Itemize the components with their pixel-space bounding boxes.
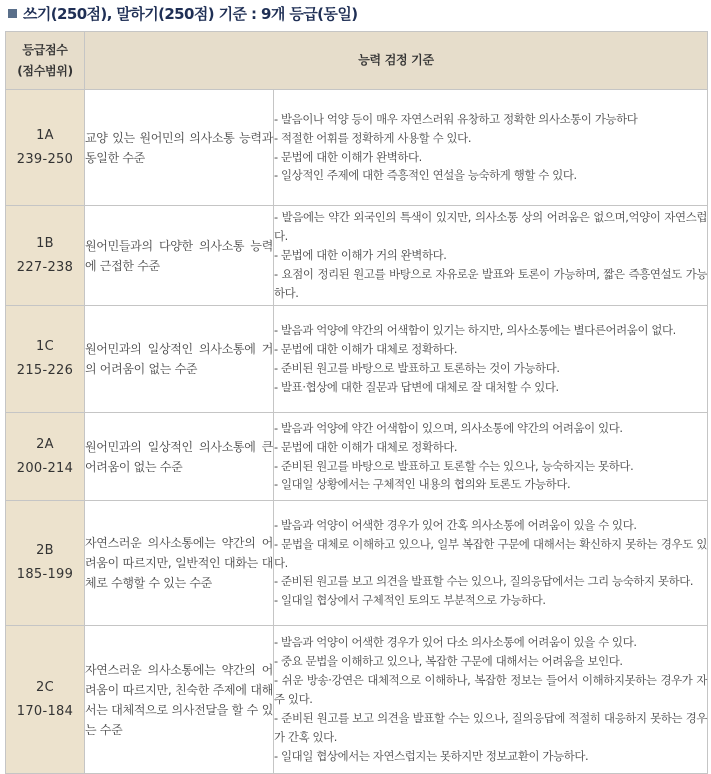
- criteria-item: - 발음과 억양이 어색한 경우가 있어 다소 의사소통에 어려움이 있을 수 있다.: [274, 635, 637, 650]
- range-header-label: (점수범위): [17, 63, 73, 78]
- grade-cell: [6, 501, 85, 626]
- criteria-item: - 발음이나 억양 등이 매우 자연스러워 유창하고 정확한 의사소통이 가능하다: [274, 111, 638, 126]
- criteria-item: - 일대일 협상에서 구체적인 토의도 부분적으로 가능하다.: [274, 593, 546, 608]
- level-summary: 자연스러운 의사소통에는 약간의 어려움이 따르지만, 친숙한 주제에 대해서는 대체적으로 의사전달을 할 수 있는 수준: [85, 626, 274, 774]
- grade-cell: [6, 413, 85, 501]
- criteria-list: [274, 413, 708, 501]
- criteria-item: - 발음과 억양에 약간 어색함이 있으며, 의사소통에 약간의 어려움이 있다.: [274, 420, 623, 435]
- level-summary: 원어민들과의 다양한 의사소통 능력에 근접한 수준: [85, 206, 274, 306]
- grade-cell: [6, 90, 85, 206]
- section-title: [4, 2, 357, 24]
- criteria-item: - 준비된 원고를 보고 의견을 발표할 수는 있으나, 질의응답에 적절히 대응하지 못하는 경우가 간혹 있다.: [274, 710, 708, 744]
- criteria-item: - 문법을 대체로 이해하고 있으나, 일부 복잡한 구문에 대해서는 확신하지 못하는 경우도 있다.: [274, 536, 708, 570]
- level-summary: 자연스러운 의사소통에는 약간의 어려움이 따르지만, 일반적인 대화는 대체로 수행할 수 있는 수준: [85, 501, 274, 626]
- table-body: [6, 90, 708, 774]
- criteria-item: - 일대일 상황에서는 구체적인 내용의 협의와 토론도 가능하다.: [274, 477, 571, 492]
- criteria-item: - 준비된 원고를 보고 의견을 발표할 수는 있으나, 질의응답에서는 그리 능숙하지 못하다.: [274, 574, 694, 589]
- table-header-row: [6, 32, 708, 90]
- criteria-item: - 발음과 억양이 어색한 경우가 있어 간혹 의사소통에 어려움이 있을 수 있다.: [274, 517, 637, 532]
- table-row: [6, 413, 708, 501]
- grade-label: 1C: [36, 339, 54, 354]
- grade-header-label: 등급점수: [22, 42, 68, 57]
- score-range: 215-226: [16, 363, 74, 378]
- grade-label: 2B: [36, 543, 54, 558]
- table-row: [6, 206, 708, 306]
- criteria-item: - 쉬운 방송·강연은 대체적으로 이해하나, 복잡한 정보는 들어서 이해하지못하는 경우가 자주 있다.: [274, 673, 708, 707]
- criteria-list: [274, 626, 708, 774]
- criteria-column-header: 능력 검정 기준: [85, 32, 708, 90]
- criteria-item: - 요점이 정리된 원고를 바탕으로 자유로운 발표와 토론이 가능하며, 짧은 즉흥연설도 가능하다.: [274, 266, 708, 300]
- criteria-item: - 문법에 대한 이해가 완벽하다.: [274, 149, 422, 164]
- grade-label: 1B: [36, 235, 54, 251]
- score-range: 227-238: [16, 259, 74, 275]
- page-title: 쓰기(250점), 말하기(250점) 기준 : 9개 등급(동일): [23, 4, 358, 23]
- score-range: 185-199: [16, 567, 74, 582]
- criteria-item: - 문법에 대한 이해가 대체로 정확하다.: [274, 342, 458, 357]
- criteria-item: - 준비된 원고를 바탕으로 발표하고 토론하는 것이 가능하다.: [274, 361, 560, 375]
- level-summary: 원어민과의 일상적인 의사소통에 큰 어려움이 없는 수준: [85, 413, 274, 501]
- grade-label: 2C: [36, 679, 54, 695]
- grade-label: 2A: [36, 436, 54, 452]
- grade-column-header: [6, 32, 85, 90]
- criteria-list: [274, 306, 708, 413]
- criteria-list: [274, 206, 708, 306]
- criteria-item: - 발표·협상에 대한 질문과 답변에 대체로 잘 대처할 수 있다.: [274, 379, 559, 394]
- criteria-item: - 준비된 원고를 바탕으로 발표하고 토론할 수는 있으나, 능숙하지는 못하다.: [274, 458, 634, 473]
- score-range: 170-184: [16, 703, 74, 719]
- criteria-item: - 일상적인 주제에 대한 즉흥적인 연설을 능숙하게 행할 수 있다.: [274, 168, 577, 183]
- table-row: [6, 501, 708, 626]
- score-range: 239-250: [16, 151, 74, 167]
- grade-cell: [6, 206, 85, 306]
- criteria-item: - 적절한 어휘를 정확하게 사용할 수 있다.: [274, 130, 472, 145]
- table-row: [6, 90, 708, 206]
- criteria-list: [274, 90, 708, 206]
- grade-criteria-table: [5, 31, 708, 774]
- grade-label: 1A: [36, 127, 54, 143]
- table-row: [6, 306, 708, 413]
- criteria-list: [274, 501, 708, 626]
- criteria-item: - 문법에 대한 이해가 대체로 정확하다.: [274, 439, 458, 454]
- criteria-item: - 발음에는 약간 외국인의 특색이 있지만, 의사소통 상의 어려움은 없으며,억양이 자연스럽다.: [274, 210, 708, 244]
- criteria-item: - 일대일 협상에서는 자연스럽지는 못하지만 정보교환이 가능하다.: [274, 748, 589, 763]
- criteria-item: - 발음과 억양에 약간의 어색함이 있기는 하지만, 의사소통에는 별다른어려움이 없다.: [274, 323, 676, 338]
- table-row: [6, 626, 708, 774]
- score-range: 200-214: [16, 460, 74, 476]
- grade-cell: [6, 626, 85, 774]
- square-bullet-icon: [8, 9, 17, 18]
- level-summary: 교양 있는 원어민의 의사소통 능력과 동일한 수준: [85, 90, 274, 206]
- criteria-item: - 중요 문법을 이해하고 있으나, 복잡한 구문에 대해서는 어려움을 보인다.: [274, 654, 623, 669]
- grade-cell: [6, 306, 85, 413]
- criteria-item: - 문법에 대한 이해가 거의 완벽하다.: [274, 248, 447, 263]
- level-summary: 원어민과의 일상적인 의사소통에 거의 어려움이 없는 수준: [85, 306, 274, 413]
